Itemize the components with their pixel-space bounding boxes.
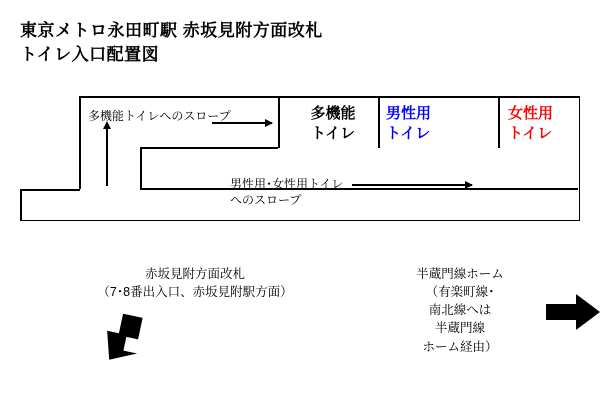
wall-divider-multipurpose-male [378, 96, 380, 148]
room-label-female-line2: トイレ [508, 124, 553, 142]
wall-lower-corridor-left [140, 147, 142, 189]
label-general-slope-line1: 男性用･女性用トイレ [230, 177, 344, 191]
page-title-line2: トイレ入口配置図 [20, 45, 160, 64]
room-label-multipurpose-line2: トイレ [310, 124, 356, 142]
label-multipurpose-slope: 多機能トイレへのスロープ [88, 109, 231, 123]
footer-left-line1: 赤坂見附方面改札 [144, 267, 245, 281]
wall-multipurpose-left [79, 96, 81, 189]
wall-left [20, 189, 22, 221]
footer-right-line4: 半蔵門線 [434, 321, 485, 336]
wall-bottom [20, 220, 580, 222]
label-general-slope-line2: へのスロープ [230, 193, 302, 207]
arrow-down-left-icon [92, 310, 152, 366]
footer-left-caption [70, 265, 320, 301]
wall-divider-slope-multipurpose [278, 96, 280, 148]
footer-right-line5: ホーム経由） [422, 339, 498, 354]
page-title-line1: 東京メトロ永田町駅 赤坂見附方面改札 [20, 21, 323, 40]
footer-right-caption [380, 265, 540, 356]
room-label-female [508, 104, 600, 143]
room-label-male [386, 104, 490, 143]
wall-corridor-top [20, 189, 80, 191]
wall-top [80, 96, 580, 98]
room-label-male-line2: トイレ [386, 124, 431, 142]
footer-right-line3: 南北線へは [428, 303, 492, 318]
wall-room-front [140, 147, 278, 149]
arrow-right-icon [546, 292, 600, 332]
arrow-general-slope [352, 184, 472, 186]
room-label-male-line1: 男性用 [386, 105, 432, 122]
room-label-female-line1: 女性用 [508, 105, 554, 122]
wall-divider-male-female [498, 96, 500, 148]
wall-lower-corridor-top [140, 188, 578, 190]
footer-right-line1: 半蔵門線ホーム [416, 267, 504, 281]
footer-left-line2: （7･8番出入口、赤坂見附駅方面） [97, 285, 293, 300]
room-label-multipurpose [288, 104, 378, 143]
arrow-corridor-up [106, 128, 108, 186]
footer-right-line2: （有楽町線･ [425, 285, 495, 300]
room-label-multipurpose-line1: 多機能 [310, 105, 356, 122]
floor-plan [20, 96, 580, 221]
